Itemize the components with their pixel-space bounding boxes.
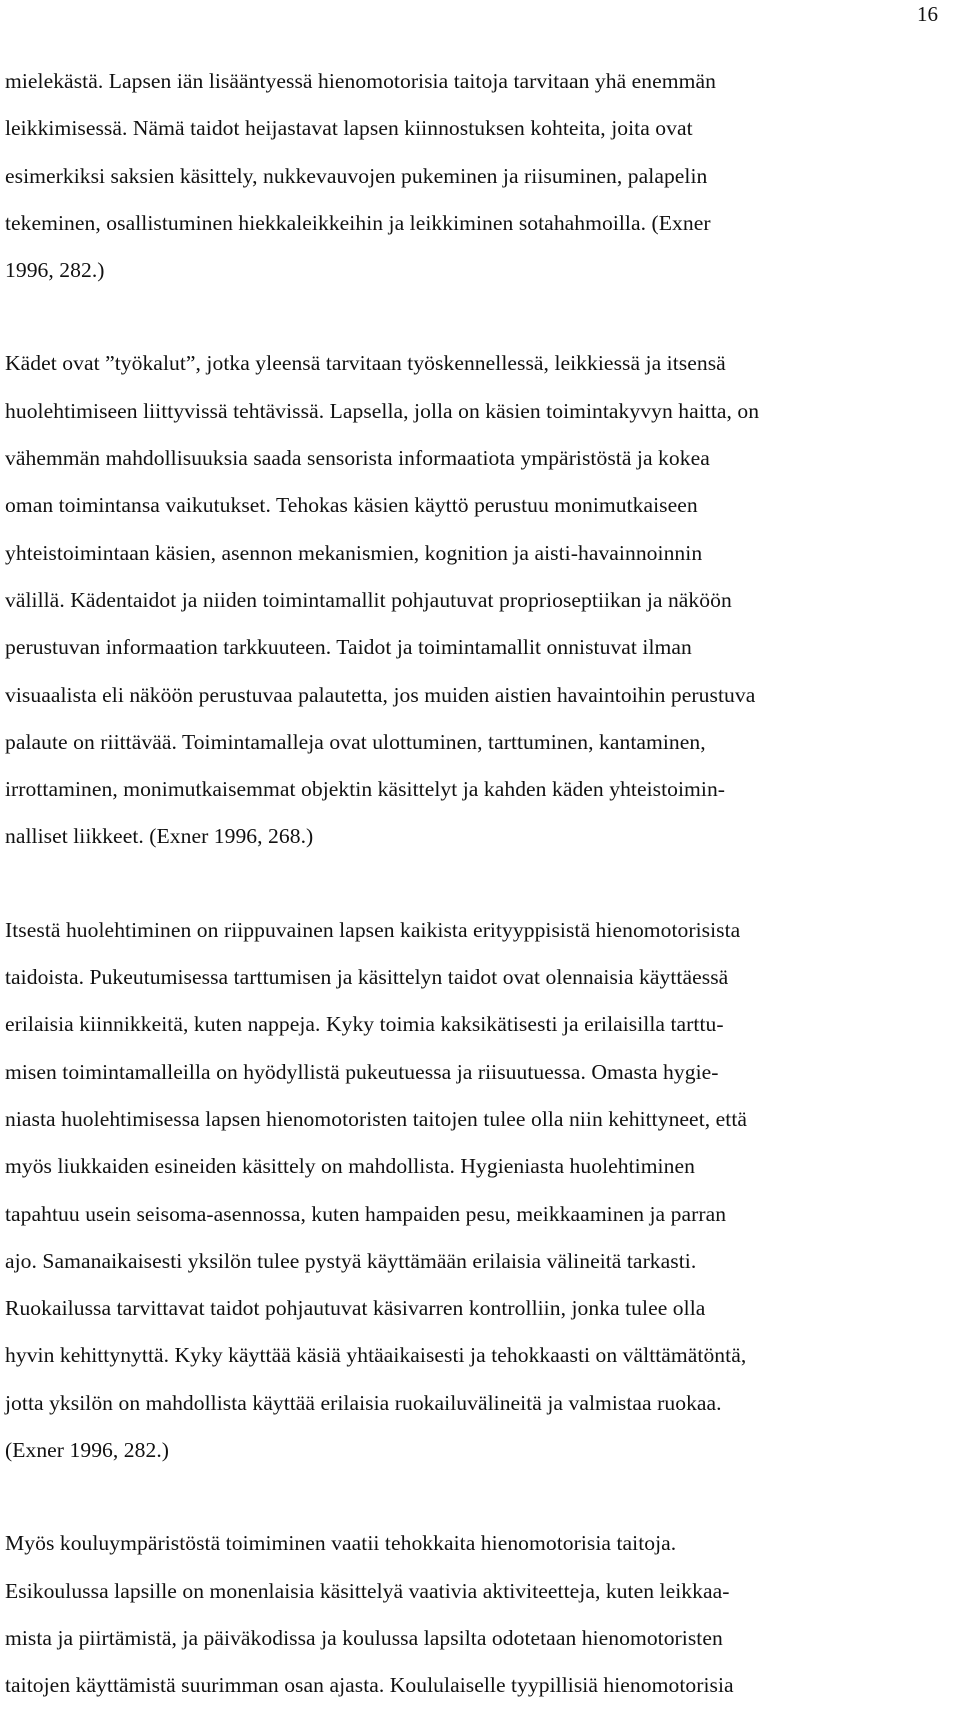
- paragraph-1: [5, 58, 935, 294]
- paragraph-line: ajo. Samanaikaisesti yksilön tulee pystyä käyttämään erilaisia välineitä tarkasti.: [5, 1248, 697, 1273]
- paragraph-line: Kädet ovat ”työkalut”, jotka yleensä tarvitaan työskennellessä, leikkiessä ja itsensä: [5, 351, 726, 376]
- paragraph-line: Esikoulussa lapsille on monenlaisia käsittelyä vaativia aktiviteetteja, kuten leikkaa-: [5, 1578, 730, 1603]
- paragraph-line: välillä. Kädentaidot ja niiden toimintamallit pohjautuvat proprioseptiikan ja näköön: [5, 587, 732, 612]
- paragraph-line: palaute on riittävää. Toimintamalleja ovat ulottuminen, tarttuminen, kantaminen,: [5, 729, 706, 754]
- paragraph-line: niasta huolehtimisessa lapsen hienomotoristen taitojen tulee olla niin kehittyneet, että: [5, 1106, 748, 1131]
- paragraph-line: irrottaminen, monimutkaisemmat objektin käsittelyt ja kahden käden yhteistoimin-: [5, 777, 726, 802]
- paragraph-line: (Exner 1996, 282.): [5, 1438, 170, 1463]
- paragraph-line: mielekästä. Lapsen iän lisääntyessä hienomotorisia taitoja tarvitaan yhä enemmän: [5, 69, 716, 93]
- page-number: 16: [917, 2, 938, 26]
- paragraph-line: vähemmän mahdollisuuksia saada sensorista informaatiota ympäristöstä ja kokea: [5, 446, 710, 471]
- paragraph-3: [5, 907, 935, 1475]
- paragraph-line: tapahtuu usein seisoma-asennossa, kuten hampaiden pesu, meikkaaminen ja parran: [5, 1201, 727, 1226]
- paragraph-4: [5, 1520, 935, 1709]
- paragraph-line: Ruokailussa tarvittavat taidot pohjautuvat käsivarren kontrolliin, jonka tulee olla: [5, 1296, 706, 1321]
- paragraph-line: Myös kouluympäristöstä toimiminen vaatii tehokkaita hienomotorisia taitoja.: [5, 1531, 677, 1556]
- paragraph-line: oman toimintansa vaikutukset. Tehokas käsien käyttö perustuu monimutkaiseen: [5, 493, 698, 518]
- paragraph-line: nalliset liikkeet. (Exner 1996, 268.): [5, 824, 314, 849]
- paragraph-line: erilaisia kiinnikkeitä, kuten nappeja. Kyky toimia kaksikätisesti ja erilaisilla tarttu-: [5, 1012, 724, 1037]
- paragraph-line: taitojen käyttämistä suurimman osan ajasta. Koululaiselle tyypillisiä hienomotorisia: [5, 1673, 734, 1698]
- document-body: [5, 58, 935, 1710]
- paragraph-line: 1996, 282.): [5, 258, 105, 283]
- paragraph-line: Itsestä huolehtiminen on riippuvainen lapsen kaikista erityyppisistä hienomotorisista: [5, 917, 741, 942]
- paragraph-line: misen toimintamalleilla on hyödyllistä pukeutuessa ja riisuutuessa. Omasta hygie-: [5, 1059, 719, 1084]
- paragraph-line: huolehtimiseen liittyvissä tehtävissä. Lapsella, jolla on käsien toimintakyvyn haitta, on: [5, 398, 760, 423]
- paragraph-line: tekeminen, osallistuminen hiekkaleikkeihin ja leikkiminen sotahahmoilla. (Exner: [5, 210, 711, 235]
- paragraph-spacer: [5, 861, 935, 907]
- paragraph-line: jotta yksilön on mahdollista käyttää erilaisia ruokailuvälineitä ja valmistaa ruokaa.: [5, 1390, 722, 1415]
- paragraph-line: visuaalista eli näköön perustuvaa palautetta, jos muiden aistien havaintoihin perustuva: [5, 682, 756, 707]
- paragraph-line: hyvin kehittynyttä. Kyky käyttää käsiä yhtäaikaisesti ja tehokkaasti on välttämätöntä,: [5, 1343, 747, 1368]
- paragraph-spacer: [5, 1474, 935, 1520]
- paragraph-line: mista ja piirtämistä, ja päiväkodissa ja koulussa lapsilta odotetaan hienomotoristen: [5, 1625, 723, 1650]
- paragraph-line: taidoista. Pukeutumisessa tarttumisen ja käsittelyn taidot ovat olennaisia käyttäessä: [5, 965, 729, 990]
- paragraph-line: yhteistoimintaan käsien, asennon mekanismien, kognition ja aisti-havainnoinnin: [5, 540, 703, 565]
- paragraph-line: myös liukkaiden esineiden käsittely on mahdollista. Hygieniasta huolehtiminen: [5, 1154, 695, 1179]
- paragraph-line: esimerkiksi saksien käsittely, nukkevauvojen pukeminen ja riisuminen, palapelin: [5, 163, 708, 188]
- paragraph-line: leikkimisessä. Nämä taidot heijastavat lapsen kiinnostuksen kohteita, joita ovat: [5, 116, 693, 141]
- paragraph-spacer: [5, 294, 935, 340]
- paragraph-line: perustuvan informaation tarkkuuteen. Taidot ja toimintamallit onnistuvat ilman: [5, 635, 692, 660]
- paragraph-2: [5, 340, 935, 860]
